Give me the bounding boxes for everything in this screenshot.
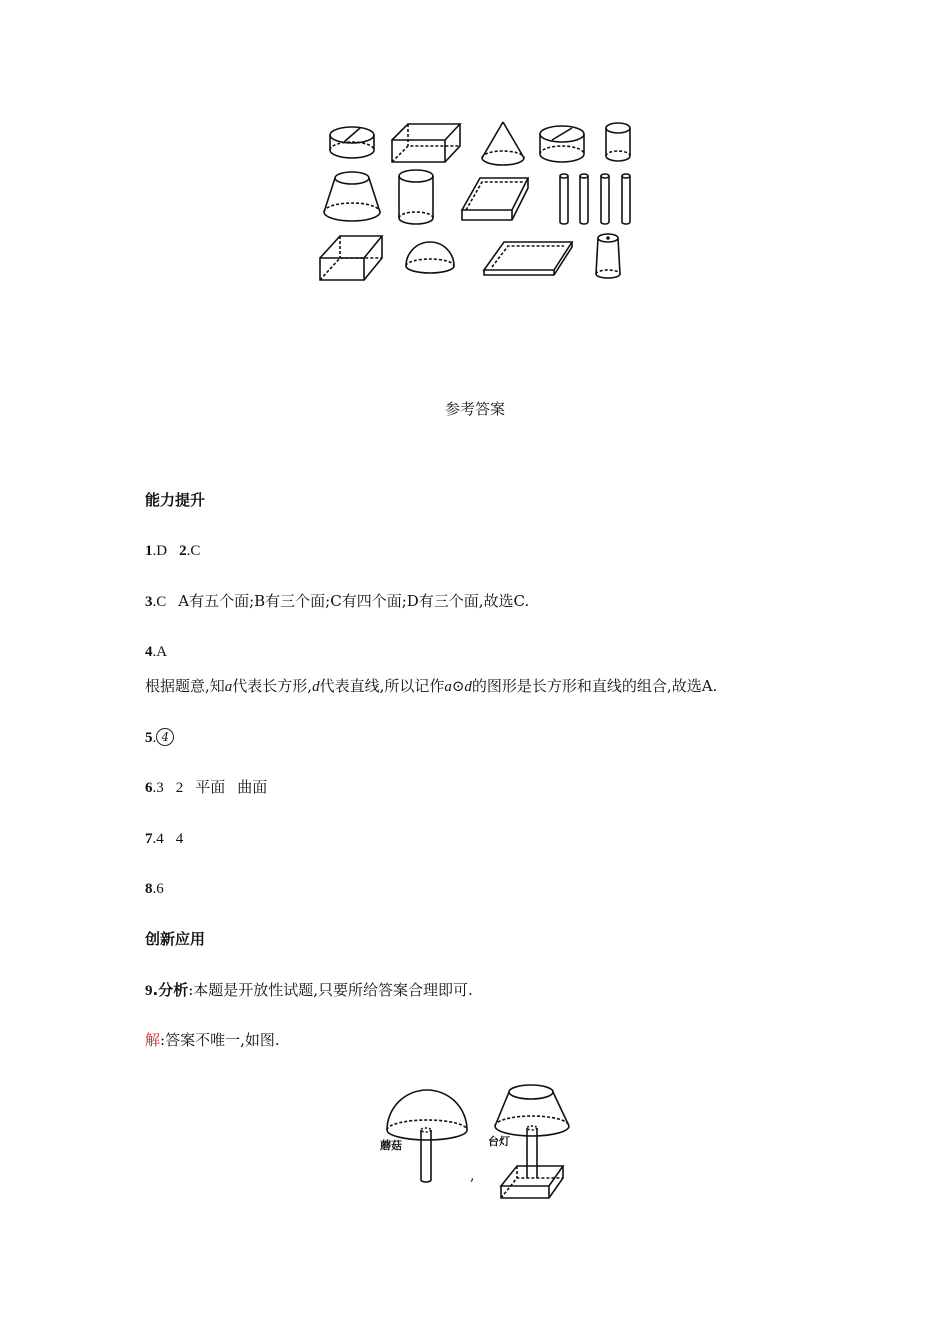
solution-text: :答案不唯一,如图. <box>160 1031 280 1049</box>
q6-answer-a: .3 <box>152 780 164 796</box>
q8-answer: .6 <box>152 881 164 897</box>
mushroom-icon <box>387 1090 467 1182</box>
section-ability: 能力提升 <box>145 491 206 509</box>
q4-operator: ⊙ <box>451 677 465 695</box>
q4-exp-part: 代表直线,所以记作 <box>319 677 445 695</box>
mushroom-lamp-figure <box>375 1078 585 1208</box>
box-icon <box>320 236 382 280</box>
q6-answer-d: 曲面 <box>237 778 268 796</box>
q9-analysis-text: :本题是开放性试题,只要所给答案合理即可. <box>188 981 473 999</box>
answer-line-1-2 <box>145 540 200 561</box>
flat-slab-icon <box>484 242 572 275</box>
q4-number: 4 <box>145 644 153 660</box>
q4-expr-a: a <box>444 679 452 695</box>
rods-icon <box>560 174 630 224</box>
q4-exp-part: 的图形是长方形和直线的组合,故选A. <box>471 677 718 695</box>
q9-analysis-label: .分析 <box>152 981 189 999</box>
q9-number: 9 <box>145 983 153 999</box>
q4-var-d: d <box>312 679 320 695</box>
lamp-label: 台灯 <box>488 1135 510 1148</box>
answer-line-7 <box>145 828 183 849</box>
q4-answer: .A <box>152 644 168 660</box>
solution-line <box>145 1030 280 1050</box>
q7-answer-a: .4 <box>152 831 164 847</box>
cylinder-medium-icon <box>399 170 433 224</box>
cone-icon <box>482 122 524 165</box>
hemisphere-icon <box>406 242 454 273</box>
short-cylinder-icon <box>330 127 374 158</box>
q5-circled-answer: 4 <box>156 728 174 746</box>
q1-answer: .D <box>152 543 168 559</box>
q2-answer: .C <box>186 543 201 559</box>
q6-answer-b: 2 <box>175 780 184 796</box>
q8-number: 8 <box>145 881 153 897</box>
q5-number: 5 <box>145 730 153 746</box>
page-title: 参考答案 <box>444 400 505 418</box>
q3-number: 3 <box>145 594 153 610</box>
q4-explanation <box>145 676 717 697</box>
q4-exp-part: 根据题意,知 <box>145 677 225 695</box>
mushroom-label: 蘑菇 <box>380 1139 402 1152</box>
solids-figure <box>300 110 650 290</box>
cylinder-icon <box>540 126 584 162</box>
q3-answer: .C <box>152 594 167 610</box>
q3-explanation: A有五个面;B有三个面;C有四个面;D有三个面,故选C. <box>178 592 530 610</box>
q1-number: 1 <box>145 543 153 559</box>
q5-dot: . <box>152 730 157 746</box>
answer-line-8 <box>145 878 164 899</box>
answer-line-4 <box>145 641 167 662</box>
q4-var-a: a <box>224 679 233 695</box>
small-cylinder-icon <box>596 234 620 278</box>
solution-label: 解 <box>145 1031 161 1049</box>
section-innovation: 创新应用 <box>145 930 206 948</box>
q4-expr-d: d <box>464 679 472 695</box>
q6-number: 6 <box>145 780 153 796</box>
answer-line-9 <box>145 980 473 1001</box>
figure-comma: , <box>470 1168 475 1184</box>
q7-number: 7 <box>145 831 153 847</box>
tall-cylinder-icon <box>606 123 630 161</box>
q4-exp-part: 代表长方形, <box>232 677 313 695</box>
frustum-icon <box>324 172 380 221</box>
answer-line-5 <box>145 727 174 748</box>
cube-icon <box>392 124 460 162</box>
q7-answer-b: 4 <box>175 831 184 847</box>
q2-number: 2 <box>179 543 187 559</box>
answer-line-3 <box>145 591 529 612</box>
q6-answer-c: 平面 <box>195 778 226 796</box>
flat-prism-icon <box>462 178 528 220</box>
answer-line-6 <box>145 777 267 798</box>
